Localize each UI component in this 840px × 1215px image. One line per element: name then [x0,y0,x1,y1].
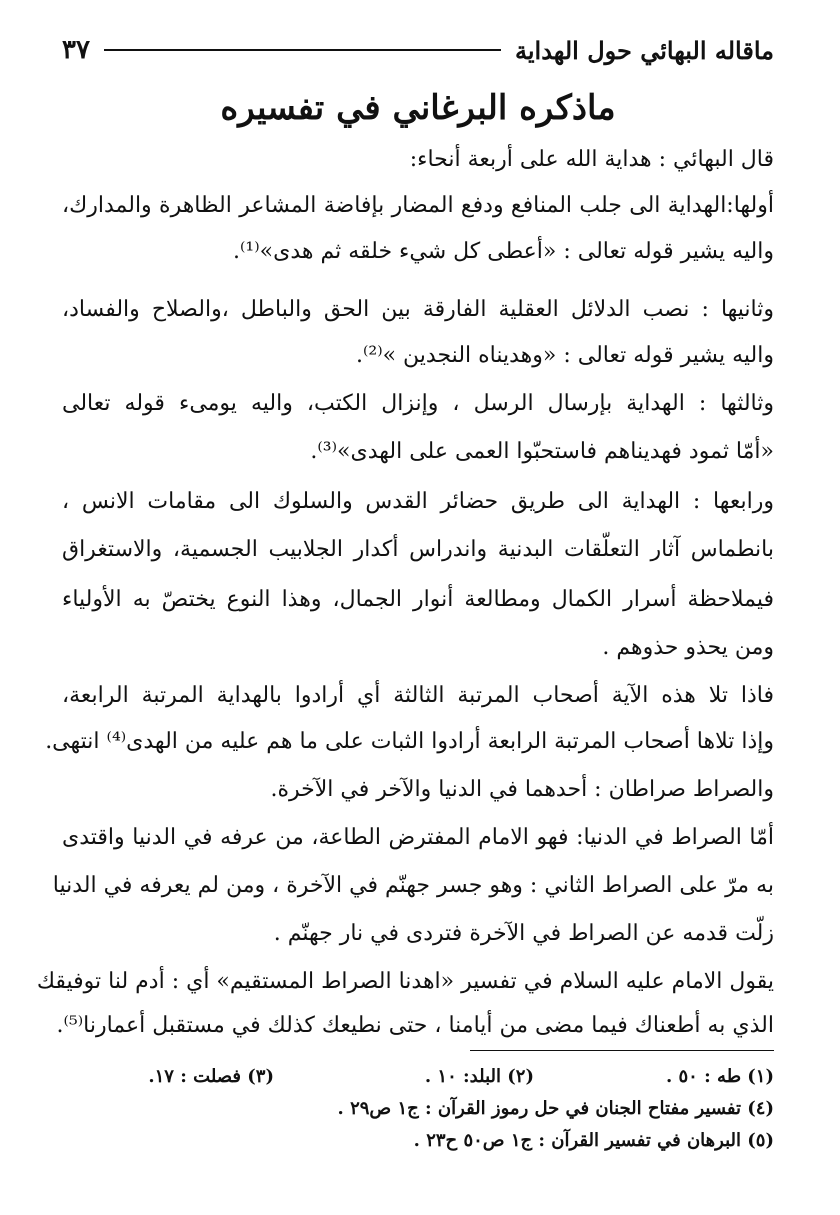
text-line: وإذا تلاها أصحاب المرتبة الرابعة أرادوا الثبات على ما هم عليه من الهدى⁽⁴⁾ انتهى. [45,729,774,754]
text-line: يقول الامام عليه السلام في تفسير «اهدنا الصراط المستقيم» أي : أدم لنا توفيقك [36,969,774,994]
footnote-2: (٢) البلد: ١٠ . [424,1066,534,1087]
footnote-5: (٥) البرهان في تفسير القرآن : ج١ ص٥٠ ح٢٣ . [413,1130,774,1151]
text-line: فاذا تلا هذه الآية أصحاب المرتبة الثالثة أي أرادوا بالهداية المرتبة الرابعة، [62,683,774,708]
text-line: وثالثها : الهداية بإرسال الرسل ، وإنزال الكتب، واليه يومىء قوله تعالى [62,391,774,416]
header-rule [104,49,501,51]
running-header [62,30,774,70]
text-line: ورابعها : الهداية الى طريق حضائر القدس والسلوك الى مقامات الانس ، [62,489,774,514]
text-line: أمّا الصراط في الدنيا: فهو الامام المفترض الطاعة، من عرفه في الدنيا واقتدى [62,825,774,850]
text-line: واليه يشير قوله تعالى : «أعطى كل شيء خلقه ثم هدى»⁽¹⁾. [233,239,774,264]
section-title: ماذكره البرغاني في تفسيره [220,88,616,128]
text-line: وثانيها : نصب الدلائل العقلية الفارقة بين الحق والباطل ،والصلاح والفساد، [62,297,774,322]
page-number: ٣٧ [62,35,90,65]
footnote-rule [470,1050,774,1051]
running-header-title: ماقاله البهائي حول الهداية [514,35,774,65]
footnote-3: (٣) فصلت : ١٧. [148,1066,274,1087]
text-line: أولها:الهداية الى جلب المنافع ودفع المضار بإفاضة المشاعر الظاهرة والمدارك، [62,193,774,218]
text-line: فيملاحظة أسرار الكمال ومطالعة أنوار الجمال، وهذا النوع يختصّ به الأولياء [62,587,774,612]
text-line: بانطماس آثار التعلّقات البدنية واندراس أكدار الجلابيب الجسمية، والاستغراق [62,537,774,562]
text-line: قال البهائي : هداية الله على أربعة أنحاء: [409,147,774,172]
footnote-row [62,1062,774,1092]
text-line: زلّت قدمه عن الصراط في الآخرة فتردى في نار جهنّم . [273,921,774,946]
text-line: والصراط صراطان : أحدهما في الدنيا والآخر في الآخرة. [270,777,774,802]
text-line: واليه يشير قوله تعالى : «وهديناه النجدين »⁽²⁾. [355,343,774,368]
footnote-4: (٤) تفسير مفتاح الجنان في حل رموز القرآن : ج١ ص٢٩ . [337,1098,774,1119]
text-line: «أمّا ثمود فهديناهم فاستحبّوا العمى على الهدى»⁽³⁾. [310,439,774,464]
text-line: به مرّ على الصراط الثاني : وهو جسر جهنّم في الآخرة ، ومن لم يعرفه في الدنيا [52,873,774,898]
text-line: ومن يحذو حذوهم . [602,635,774,660]
footnote-1: (١) طه : ٥٠ . [665,1066,774,1087]
text-line: الذي به أطعناك فيما مضى من أيامنا ، حتى نطيعك كذلك في مستقبل أعمارنا⁽⁵⁾. [56,1013,774,1038]
